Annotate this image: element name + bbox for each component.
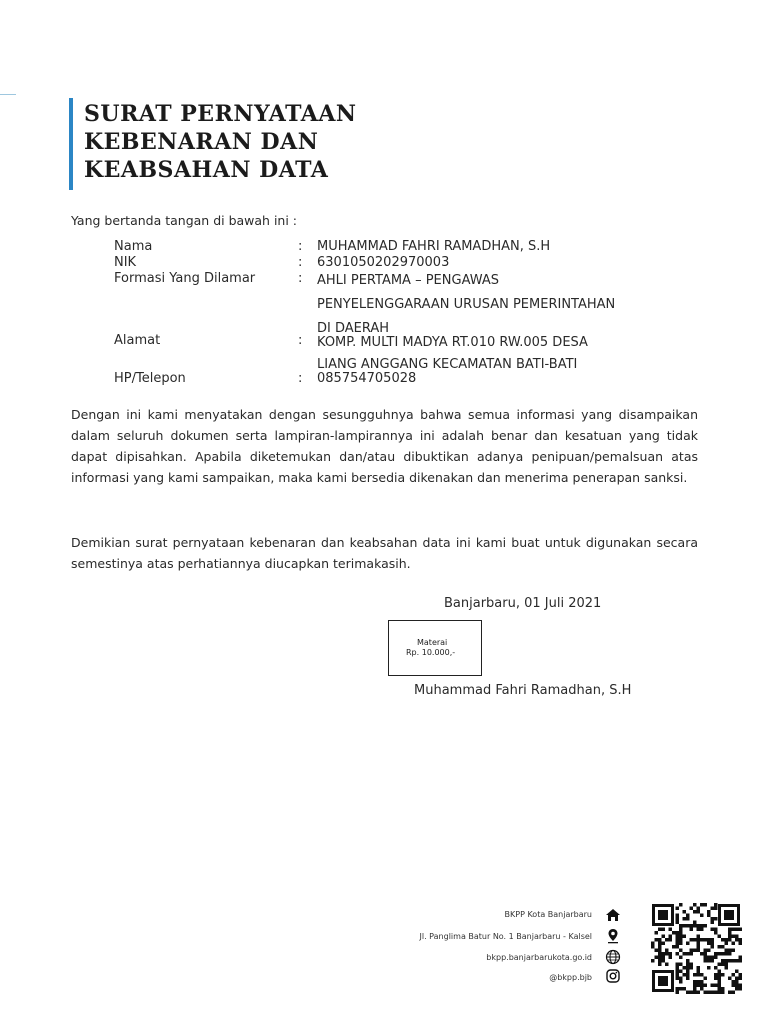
globe-icon (605, 949, 621, 965)
field-label: Formasi Yang Dilamar (114, 271, 256, 286)
title-line: SURAT PERNYATAAN (84, 101, 357, 127)
value-line: DI DAERAH (317, 321, 390, 336)
instagram-icon (605, 968, 621, 984)
stamp-box (388, 620, 482, 676)
field-label: Alamat (114, 333, 161, 348)
closing-paragraph: Demikian surat pernyataan kebenaran dan keabsahan data ini kami buat untuk digunakan secara semestinya atas perhatiannya diucapkan terimakasih. (71, 535, 698, 571)
field-separator: : (298, 239, 303, 254)
field-value: 6301050202970003 (317, 255, 450, 270)
signer-name: Muhammad Fahri Ramadhan, S.H (414, 683, 632, 698)
value-line: LIANG ANGGANG KECAMATAN BATI-BATI (317, 357, 578, 372)
home-icon (605, 907, 621, 923)
stamp-amount: Rp. 10.000,- (406, 648, 456, 657)
field-value (317, 332, 690, 370)
value-line: AHLI PERTAMA – PENGAWAS (317, 273, 500, 288)
footer-instagram: @bkpp.bjb (549, 973, 592, 982)
field-label: NIK (114, 255, 137, 270)
field-separator: : (298, 271, 303, 286)
footer-address: Jl. Panglima Batur No. 1 Banjarbaru - Kalsel (419, 932, 592, 941)
title-line: KEABSAHAN DATA (84, 157, 329, 183)
field-separator: : (298, 371, 303, 386)
title-accent-bar (69, 98, 73, 190)
field-value: MUHAMMAD FAHRI RAMADHAN, S.H (317, 239, 551, 254)
field-label: HP/Telepon (114, 371, 186, 386)
intro-text: Yang bertanda tangan di bawah ini : (71, 213, 298, 228)
document-title (84, 100, 357, 184)
field-value: 085754705028 (317, 371, 417, 386)
place-date: Banjarbaru, 01 Juli 2021 (444, 596, 602, 611)
field-separator: : (298, 255, 303, 270)
corner-mark (0, 94, 16, 95)
footer-website: bkpp.banjarbarukota.go.id (486, 953, 592, 962)
footer-org: BKPP Kota Banjarbaru (504, 910, 592, 919)
field-label: Nama (114, 239, 153, 254)
stamp-label: Materai (417, 638, 448, 647)
location-pin-icon (605, 928, 621, 944)
title-line: KEBENARAN DAN (84, 129, 319, 155)
value-line: PENYELENGGARAAN URUSAN PEMERINTAHAN (317, 297, 616, 312)
value-line: KOMP. MULTI MADYA RT.010 RW.005 DESA (317, 335, 588, 350)
field-value (317, 270, 690, 334)
field-separator: : (298, 333, 303, 348)
qr-code (650, 902, 742, 994)
statement-paragraph: Dengan ini kami menyatakan dengan sesungguhnya bahwa semua informasi yang disampaikan dalam seluruh dokumen serta lampiran-lampirannya ini adalah benar dan kesatuan yang tidak dapat dipisahkan. Apabila diketemukan dan/atau dibuktikan adanya penipuan/pemalsuan atas informasi yang kami sampaikan, maka kami bersedia dikenakan dan menerima penerapan sanksi. (71, 407, 698, 485)
